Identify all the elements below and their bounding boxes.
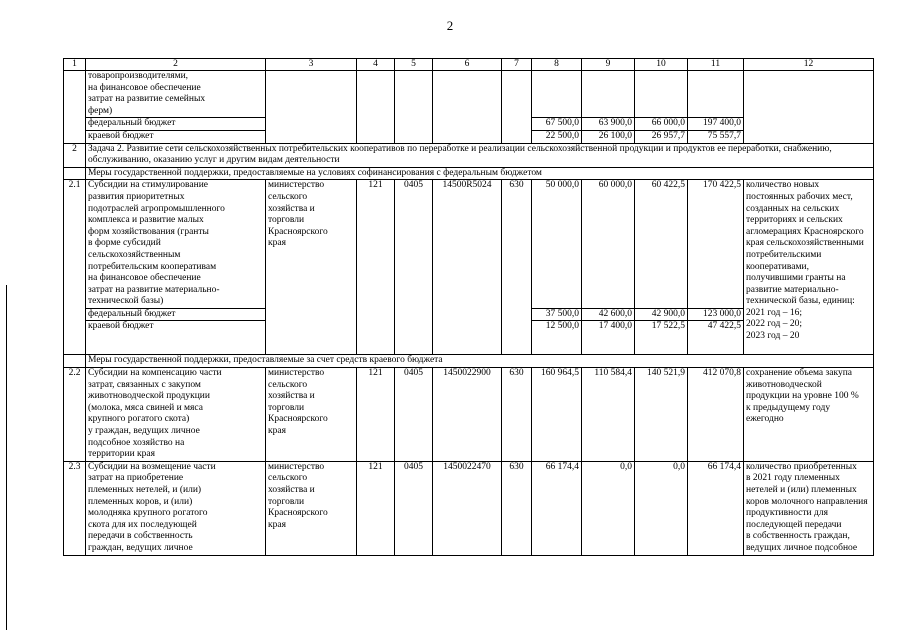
value-cell: 12 500,0 bbox=[532, 321, 582, 355]
csr-code: 1450022470 bbox=[433, 461, 502, 555]
value-cell: 66 174,4 bbox=[532, 461, 582, 555]
row-number: 2.3 bbox=[64, 461, 86, 555]
value-cell: 17 400,0 bbox=[582, 321, 635, 355]
program-table bbox=[63, 58, 874, 556]
col-header: 10 bbox=[635, 59, 688, 71]
value-cell: 123 000,0 bbox=[688, 308, 744, 321]
value-cell: 37 500,0 bbox=[532, 308, 582, 321]
col-header: 12 bbox=[744, 59, 874, 71]
result-cell: сохранение объема закупа животноводческой продукции на уровне 100 % к предыдущему году ежегодно bbox=[744, 368, 874, 462]
section-heading: Меры государственной поддержки, предоставляемые за счет средств краевого бюджета bbox=[86, 355, 874, 368]
vr-code: 630 bbox=[502, 180, 532, 355]
value-cell: 0,0 bbox=[635, 461, 688, 555]
measure-name: Субсидии на возмещение части затрат на приобретение племенных нетелей, и (или) племенных коров, и (или) молодняка крупного рогатого скота для их последующей передачи в собственность граждан, ведущих личное bbox=[86, 461, 266, 555]
table-row bbox=[64, 180, 874, 309]
budget-label: краевой бюджет bbox=[86, 130, 266, 143]
value-cell: 140 521,9 bbox=[635, 368, 688, 462]
value-cell: 197 400,0 bbox=[688, 118, 744, 131]
row-number: 2.2 bbox=[64, 368, 86, 462]
value-cell: 60 000,0 bbox=[582, 180, 635, 309]
value-cell: 42 600,0 bbox=[582, 308, 635, 321]
value-cell: 60 422,5 bbox=[635, 180, 688, 309]
value-cell: 42 900,0 bbox=[635, 308, 688, 321]
vr-code: 630 bbox=[502, 461, 532, 555]
value-cell: 47 422,5 bbox=[688, 321, 744, 355]
col-header: 7 bbox=[502, 59, 532, 71]
continuation-name: товаропроизводителями, на финансовое обеспечение затрат на развитие семейных ферм) bbox=[86, 71, 266, 118]
csr-code: 1450022900 bbox=[433, 368, 502, 462]
value-cell: 17 522,5 bbox=[635, 321, 688, 355]
task-number: 2 bbox=[64, 143, 86, 167]
measure-name: Субсидии на стимулирование развития приоритетных подотраслей агропромышленного комплекса и развитие малых форм хозяйствования (гранты в форме субсидий сельскохозяйственным потребительским кооперативам на финансовое обеспечение затрат на развитие материально- технической базы) bbox=[86, 180, 266, 309]
measure-name: Субсидии на компенсацию части затрат, связанных с закупом животноводческой продукции (молока, мяса свиней и мяса крупного рогатого скота) у граждан, ведущих личное подсобное хозяйство на территории края bbox=[86, 368, 266, 462]
row-number: 2.1 bbox=[64, 180, 86, 355]
col-header: 1 bbox=[64, 59, 86, 71]
col-header: 8 bbox=[532, 59, 582, 71]
value-cell: 26 957,7 bbox=[635, 130, 688, 143]
task-text: Задача 2. Развитие сети сельскохозяйственных потребительских кооперативов по переработке и реализации сельскохозяйственной продукции и продуктов ее переработки, снабжению, обслуживанию, оказанию услуг и другим видам деятельности bbox=[86, 143, 874, 167]
value-cell: 170 422,5 bbox=[688, 180, 744, 309]
margin-line bbox=[6, 285, 7, 630]
task-row bbox=[64, 143, 874, 167]
col-header: 4 bbox=[357, 59, 395, 71]
grbs-code: 121 bbox=[357, 368, 395, 462]
table-row bbox=[64, 461, 874, 555]
col-header: 2 bbox=[86, 59, 266, 71]
section-row bbox=[64, 355, 874, 368]
grbs-code: 121 bbox=[357, 180, 395, 355]
ministry-cell: министерство сельского хозяйства и торговли Красноярского края bbox=[266, 368, 357, 462]
csr-code: 14500R5024 bbox=[433, 180, 502, 355]
result-cell: количество приобретенных в 2021 году племенных нетелей и (или) племенных коров молочного направления продуктивности для последующей передачи в собственность граждан, ведущих личное подсобное bbox=[744, 461, 874, 555]
value-cell: 67 500,0 bbox=[532, 118, 582, 131]
budget-label: краевой бюджет bbox=[86, 321, 266, 355]
result-cell: количество новых постоянных рабочих мест, созданных на сельских территориях и сельских агломерациях Красноярского края сельскохозяйственными потребительскими кооперативами, получившими гранты на развитие материально- технической базы, единиц: 2021 год – 16; 2022 год – 20; 2023 год – 20 bbox=[744, 180, 874, 355]
value-cell: 66 174,4 bbox=[688, 461, 744, 555]
value-cell: 66 000,0 bbox=[635, 118, 688, 131]
col-header: 9 bbox=[582, 59, 635, 71]
vr-code: 630 bbox=[502, 368, 532, 462]
continuation-row bbox=[64, 71, 874, 118]
rzpr-code: 0405 bbox=[395, 368, 433, 462]
value-cell: 110 584,4 bbox=[582, 368, 635, 462]
table-row bbox=[64, 368, 874, 462]
value-cell: 412 070,8 bbox=[688, 368, 744, 462]
value-cell: 26 100,0 bbox=[582, 130, 635, 143]
budget-label: федеральный бюджет bbox=[86, 118, 266, 131]
rzpr-code: 0405 bbox=[395, 180, 433, 355]
ministry-cell: министерство сельского хозяйства и торговли Красноярского края bbox=[266, 461, 357, 555]
value-cell: 22 500,0 bbox=[532, 130, 582, 143]
ministry-cell: министерство сельского хозяйства и торговли Красноярского края bbox=[266, 180, 357, 355]
value-cell: 0,0 bbox=[582, 461, 635, 555]
col-header: 3 bbox=[266, 59, 357, 71]
page-number: 2 bbox=[446, 18, 454, 33]
grbs-code: 121 bbox=[357, 461, 395, 555]
value-cell: 75 557,7 bbox=[688, 130, 744, 143]
col-header: 6 bbox=[433, 59, 502, 71]
col-header: 11 bbox=[688, 59, 744, 71]
section-row bbox=[64, 167, 874, 180]
value-cell: 50 000,0 bbox=[532, 180, 582, 309]
rzpr-code: 0405 bbox=[395, 461, 433, 555]
value-cell: 63 900,0 bbox=[582, 118, 635, 131]
value-cell: 160 964,5 bbox=[532, 368, 582, 462]
section-heading: Меры государственной поддержки, предоставляемые на условиях софинансирования с федеральным бюджетом bbox=[86, 167, 874, 180]
header-row bbox=[64, 59, 874, 71]
col-header: 5 bbox=[395, 59, 433, 71]
budget-label: федеральный бюджет bbox=[86, 308, 266, 321]
